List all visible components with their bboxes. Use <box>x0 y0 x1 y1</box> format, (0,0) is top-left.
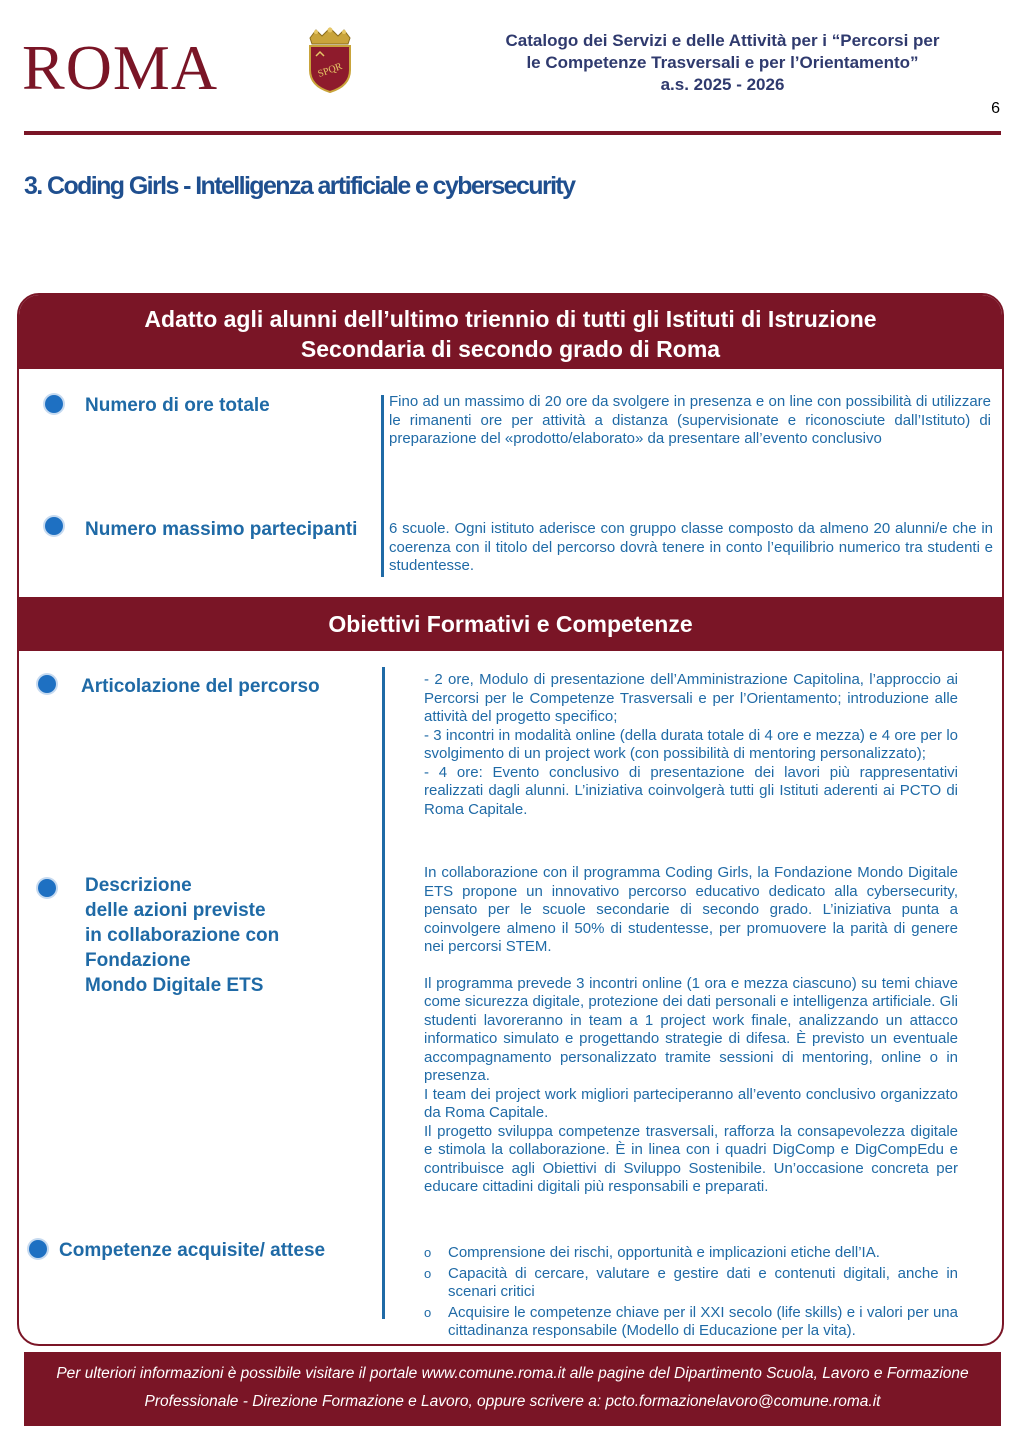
row-label-participants: Numero massimo partecipanti <box>85 519 358 540</box>
descrizione-paragraph: In collaborazione con il programma Coding Girls, la Fondazione Mondo Digitale ETS propone un innovativo percorso educativo dedicato alla cybersecurity, pensato per le scuole secondarie di secondo grado. L’iniziativa punta a coinvolgere almeno il 50% di studentesse, per promuovere la parità di genere nei percorsi STEM. <box>424 864 958 955</box>
header-title-line: le Competenze Trasversali e per l’Orientamento” <box>526 53 919 72</box>
page-number: 6 <box>991 100 1000 117</box>
list-marker-icon: o <box>424 1245 432 1260</box>
footer-line: Professionale - Direzione Formazione e Lavoro, oppure scrivere a: pcto.formazionelavoro@comune.roma.it <box>144 1393 881 1410</box>
bullet-icon <box>45 395 63 413</box>
competenze-item: o Capacità di cercare, valutare e gestire dati e contenuti digitali, anche in scenari critici <box>424 1264 958 1300</box>
descrizione-label-line: Mondo Digitale ETS <box>85 975 264 996</box>
spqr-crest-icon <box>302 26 358 94</box>
course-card <box>17 293 1004 1346</box>
roma-logo-text: ROMA <box>22 32 219 103</box>
list-marker-icon: o <box>424 1304 432 1320</box>
footer-info <box>24 1352 1001 1426</box>
band-line: Secondaria di secondo grado di Roma <box>300 336 721 362</box>
target-audience-band <box>19 295 1002 369</box>
descrizione-paragraph: I team dei project work migliori parteciperanno all’evento conclusivo organizzato da Roma Capitale. <box>424 1085 958 1121</box>
column-divider <box>382 667 385 1319</box>
articolazione-paragraph: - 3 incontri in modalità online (della durata totale di 4 ore e mezza) e 4 ore per lo svolgimento di un project work (con possibilità di mentoring personalizzato); <box>424 726 958 762</box>
bullet-icon <box>29 1240 47 1258</box>
descrizione-text <box>424 864 958 1197</box>
band-line: Adatto agli alunni dell’ultimo triennio di tutti gli Istituti di Istruzione <box>144 306 877 332</box>
header-title-line: Catalogo dei Servizi e delle Attività per i “Percorsi per <box>505 31 940 50</box>
descrizione-label-line: Descrizione <box>85 875 192 896</box>
header-divider <box>24 131 1001 135</box>
descrizione-label <box>85 873 279 998</box>
bullet-icon <box>38 675 56 693</box>
crest-text: SPQR <box>316 61 344 80</box>
objectives-band: Obiettivi Formativi e Competenze <box>19 597 1002 651</box>
competenze-item: o Comprensione dei rischi, opportunità e implicazioni etiche dell’IA. <box>424 1244 880 1261</box>
bullet-icon <box>45 517 63 535</box>
competenze-label: Competenze acquisite/ attese <box>59 1240 326 1261</box>
list-marker-icon: o <box>424 1265 432 1281</box>
row-label-hours: Numero di ore totale <box>85 395 270 416</box>
articolazione-paragraph: - 2 ore, Modulo di presentazione dell’Amministrazione Capitolina, l’approccio ai Percorsi per le Competenze Trasversali e per l’Orientamento; introduzione alle attività del progetto specifico; <box>424 671 958 725</box>
bullet-icon <box>38 879 56 897</box>
descrizione-paragraph: Il progetto sviluppa competenze trasversali, rafforza la consapevolezza digitale e stimola la collaborazione. È in linea con i quadri DigComp e DigCompEdu e contribuisce agli Obiettivi di Sviluppo Sostenibile. Un’occasione concreta per educare cittadini digitali più responsabili e preparati. <box>424 1122 958 1195</box>
header-title-line: a.s. 2025 - 2026 <box>660 75 785 94</box>
section-title: 3. Coding Girls - Intelligenza artificiale e cybersecurity <box>24 172 575 200</box>
descrizione-label-line: in collaborazione con <box>85 925 280 946</box>
row-text-hours: Fino ad un massimo di 20 ore da svolgere in presenza e on line con possibilità di utilizzare le rimanenti ore per attività a distanza (supervisionate e riconosciute dall’Istituto) di preparazione del «prodotto/elaborato» da presentare all’evento conclusivo <box>389 393 991 447</box>
row-text-participants: 6 scuole. Ogni istituto aderisce con gruppo classe composto da almeno 20 alunni/e che in coerenza con il titolo del percorso dovrà tenere in conto l’equilibrio numerico tra studenti e studentesse. <box>389 520 993 574</box>
articolazione-label: Articolazione del percorso <box>81 676 320 697</box>
competenze-list <box>424 1244 958 1343</box>
catalog-header-title <box>450 30 995 96</box>
articolazione-text <box>424 671 958 819</box>
descrizione-label-line: Fondazione <box>85 950 191 971</box>
footer-line: Per ulteriori informazioni è possibile visitare il portale www.comune.roma.it alle pagine del Dipartimento Scuola, Lavoro e Formazione <box>56 1365 969 1382</box>
competenze-item: o Acquisire le competenze chiave per il XXI secolo (life skills) e i valori per una cittadinanza responsabile (Modello di Educazione per la vita). <box>424 1303 958 1339</box>
column-divider <box>381 395 384 577</box>
descrizione-paragraph: Il programma prevede 3 incontri online (1 ora e mezza ciascuno) su temi chiave come sicurezza digitale, protezione dei dati personali e intelligenza artificiale. Gli studenti lavoreranno in team a 1 project work finale, analizzando un attacco informatico simulato e progettando strategie di difesa. È previsto un eventuale accompagnamento personalizzato tramite sessioni di mentoring, online o in presenza. <box>424 974 958 1084</box>
descrizione-label-line: delle azioni previste <box>85 900 266 921</box>
articolazione-paragraph: - 4 ore: Evento conclusivo di presentazione dei lavori più rappresentativi realizzati dagli alunni. L’iniziativa coinvolgerà tutti gli Istituti aderenti ai PCTO di Roma Capitale. <box>424 763 958 818</box>
